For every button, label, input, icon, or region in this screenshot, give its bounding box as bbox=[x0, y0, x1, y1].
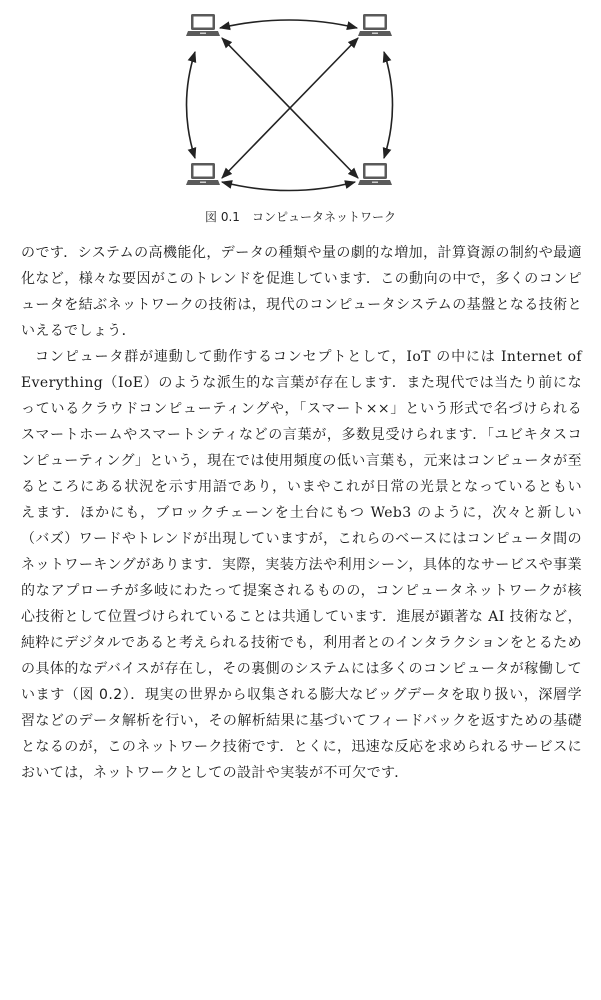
paragraph bbox=[21, 344, 582, 786]
paragraph: のです．システムの高機能化，データの種類や量の劇的な増加，計算資源の制約や最適化など，様々な要因がこのトレンドを促進しています．この動向の中で，多くのコンピュータを結ぶネットワークの技術は，現代のコンピュータシステムの基盤となる技術といえるでしょう． bbox=[21, 245, 582, 339]
body-text bbox=[21, 240, 582, 786]
figure-reference: 図 0.2 bbox=[79, 687, 123, 703]
connection-top bbox=[220, 20, 357, 28]
connection-bottom bbox=[222, 182, 355, 191]
figure-caption-title: コンピュータネットワーク bbox=[251, 210, 396, 224]
laptop-icon bbox=[358, 14, 392, 36]
network-diagram bbox=[0, 0, 601, 232]
laptop-icon bbox=[186, 163, 220, 185]
laptop-icon bbox=[358, 163, 392, 185]
connection-left bbox=[187, 52, 196, 158]
laptop-icon bbox=[186, 14, 220, 36]
paragraph-text: コンピュータ群が連動して動作するコンセプトとして，IoT の中には Internet of Everything（IoE）のような派生的な言葉が存在します．また現代では当たり前になっているクラウドコンピューティングや，「スマート××」という形式で名づけられるスマートホームやスマートシティなどの言葉が，多数見受けられます．「ユビキタスコンピューティング」という，現在では使用頻度の低い言葉も，元来はコンピュータが至るところにある状況を示す用語であり，いまやこれが日常の光景となっているともいえます．ほかにも，ブロックチェーンを土台にもつ Web3 のように，次々と新しい（バズ）ワードやトレンドが出現していますが，これらのベースにはコンピュータ間のネットワーキングがあります．実際，実装方法や利用シーン，具体的なサービスや事業的なアプローチが多岐にわたって提案されるものの，コンピュータネットワークが核心技術として位置づけられていることは共通しています．進展が顕著な AI 技術など，純粋にデジタルであると考えられる技術でも，利用者とのインタラクションをとるための具体的なデバイスが存在し，その裏側のシステムには多くのコンピュータが稼働しています（ bbox=[21, 349, 582, 703]
figure-computer-network bbox=[0, 0, 601, 232]
paragraph-text: ）．現実の世界から収集される膨大なビッグデータを取り扱い，深層学習などのデータ解析を行い，その解析結果に基づいてフィードバックを返すための基礎となるのが，このネットワーク技術です．とくに，迅速な反応を求められるサービスにおいては，ネットワークとしての設計や実装が不可欠です． bbox=[21, 687, 582, 781]
figure-caption bbox=[0, 208, 601, 225]
connection-right bbox=[384, 52, 393, 158]
figure-caption-number: 図 0.1 bbox=[205, 210, 240, 224]
